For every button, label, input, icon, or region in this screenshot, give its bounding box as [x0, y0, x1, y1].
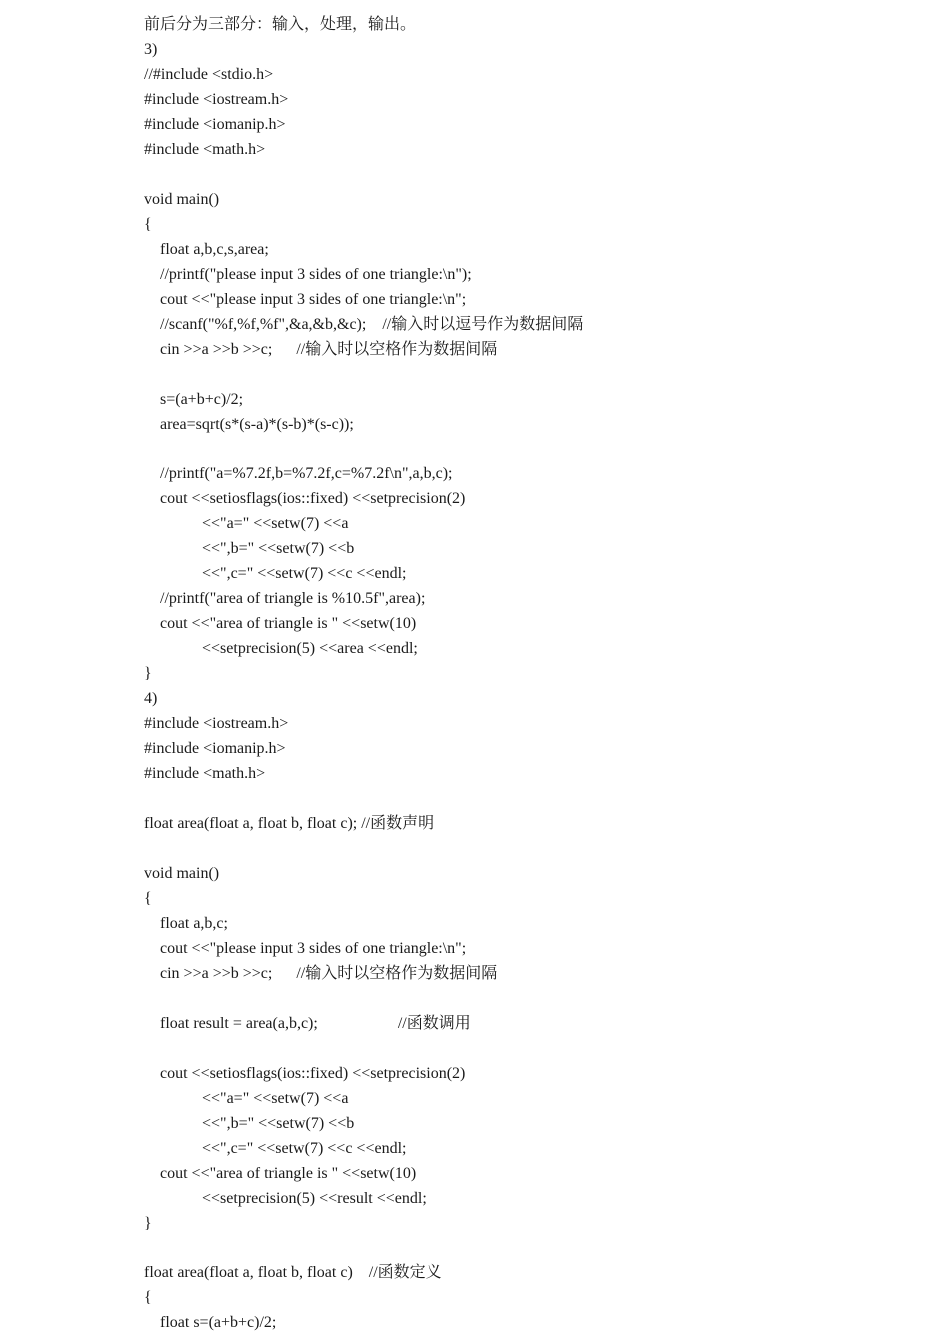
- text-line: cout <<setiosflags(ios::fixed) <<setprecision(2): [160, 1064, 466, 1082]
- text-line: #include <iostream.h>: [144, 715, 289, 733]
- text-line: cin >>a >>b >>c; //输入时以空格作为数据间隔: [160, 340, 498, 358]
- text-line: {: [144, 889, 152, 907]
- text-line: #include <math.h>: [144, 140, 266, 158]
- text-line: <<",c=" <<setw(7) <<c <<endl;: [202, 565, 407, 583]
- text-line: 3): [144, 40, 158, 58]
- text-line: cout <<"area of triangle is " <<setw(10): [160, 1164, 417, 1182]
- text-line: void main(): [144, 190, 220, 208]
- blank-line: [144, 987, 904, 1012]
- text-line: <<",b=" <<setw(7) <<b: [202, 540, 355, 558]
- text-line: //#include <stdio.h>: [144, 65, 274, 83]
- text-line: <<setprecision(5) <<area <<endl;: [202, 640, 418, 658]
- text-line: <<"a=" <<setw(7) <<a: [202, 1089, 349, 1107]
- blank-line: [144, 1236, 904, 1261]
- text-line: }: [144, 665, 152, 683]
- text-line: {: [144, 215, 152, 233]
- text-line: {: [144, 1289, 152, 1307]
- text-line: }: [144, 1214, 152, 1232]
- code-listing: [144, 13, 904, 1336]
- text-line: //scanf("%f,%f,%f",&a,&b,&c); //输入时以逗号作为数据间隔: [160, 315, 584, 333]
- text-line: #include <iomanip.h>: [144, 740, 286, 758]
- text-line: float result = area(a,b,c); //函数调用: [160, 1014, 471, 1032]
- text-line: <<setprecision(5) <<result <<endl;: [202, 1189, 427, 1207]
- text-line: #include <iomanip.h>: [144, 115, 286, 133]
- blank-line: [144, 837, 904, 862]
- text-line: 前后分为三部分：输入，处理，输出。: [144, 16, 417, 33]
- blank-line: [144, 163, 904, 188]
- text-line: #include <iostream.h>: [144, 90, 289, 108]
- text-line: float a,b,c;: [160, 914, 228, 932]
- text-line: float a,b,c,s,area;: [160, 240, 269, 258]
- text-line: cin >>a >>b >>c; //输入时以空格作为数据间隔: [160, 964, 498, 982]
- blank-line: [144, 1037, 904, 1062]
- text-line: float s=(a+b+c)/2;: [160, 1314, 277, 1332]
- text-line: //printf("area of triangle is %10.5f",area);: [160, 590, 426, 608]
- text-line: float area(float a, float b, float c) //函数定义: [144, 1264, 442, 1282]
- text-line: #include <math.h>: [144, 765, 266, 783]
- text-line: void main(): [144, 864, 220, 882]
- text-line: area=sqrt(s*(s-a)*(s-b)*(s-c));: [160, 415, 354, 433]
- blank-line: [144, 437, 904, 462]
- text-line: cout <<"please input 3 sides of one triangle:\n";: [160, 939, 467, 957]
- blank-line: [144, 787, 904, 812]
- text-line: //printf("a=%7.2f,b=%7.2f,c=%7.2f\n",a,b,c);: [160, 465, 453, 483]
- text-line: <<",c=" <<setw(7) <<c <<endl;: [202, 1139, 407, 1157]
- text-line: cout <<"area of triangle is " <<setw(10): [160, 615, 417, 633]
- text-line: cout <<setiosflags(ios::fixed) <<setprecision(2): [160, 490, 466, 508]
- text-line: s=(a+b+c)/2;: [160, 390, 244, 408]
- text-line: //printf("please input 3 sides of one triangle:\n");: [160, 265, 472, 283]
- text-line: <<",b=" <<setw(7) <<b: [202, 1114, 355, 1132]
- text-line: float area(float a, float b, float c); //函数声明: [144, 815, 435, 832]
- text-line: <<"a=" <<setw(7) <<a: [202, 515, 349, 533]
- blank-line: [144, 363, 904, 388]
- text-line: cout <<"please input 3 sides of one triangle:\n";: [160, 290, 467, 308]
- text-line: 4): [144, 690, 158, 708]
